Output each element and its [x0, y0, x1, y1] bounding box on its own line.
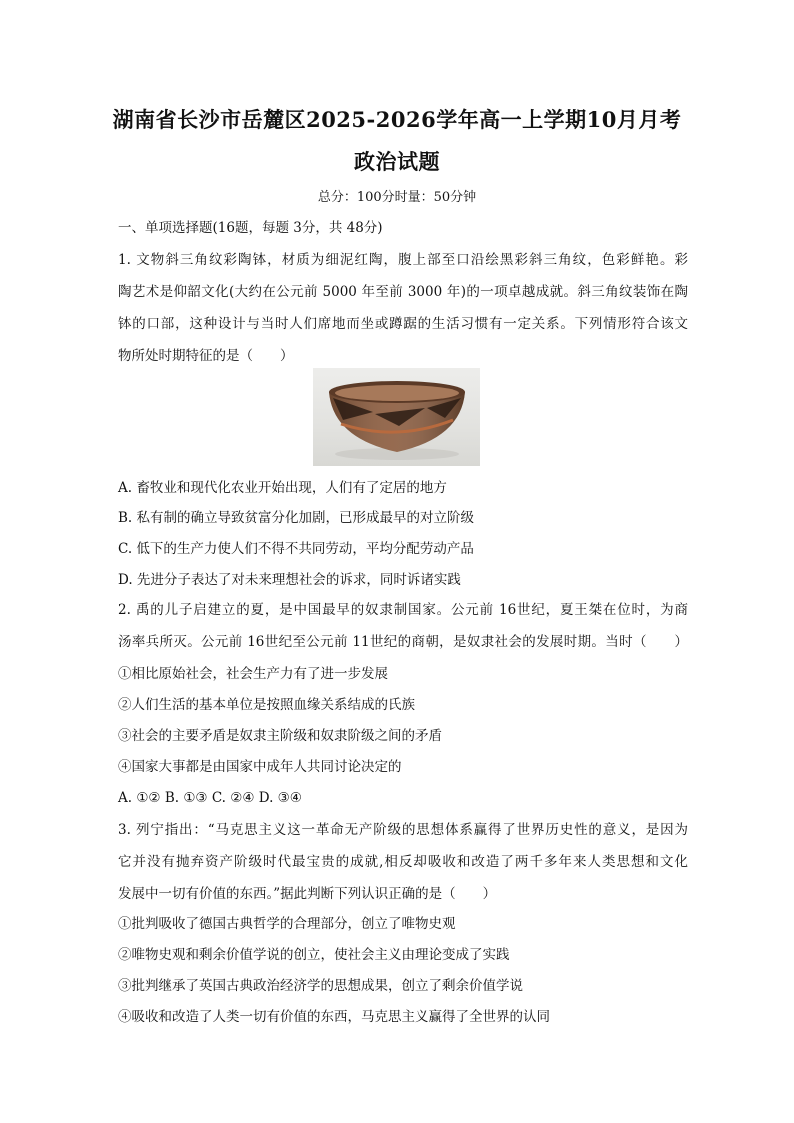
question-3-statement-2: ②唯物史观和剩余价值学说的创立，使社会主义由理论变成了实践: [118, 947, 510, 963]
exam-title: 湖南省长沙市岳麓区2025-2026学年高一上学期10月月考: [112, 107, 682, 132]
question-3-line-3: 发展中一切有价值的东西。”据此判断下列认识正确的是（ ）: [118, 886, 497, 902]
question-1-line-4: 物所处时期特征的是（ ）: [118, 348, 294, 364]
question-3-statement-1: ①批判吸收了德国古典哲学的合理部分，创立了唯物史观: [118, 916, 456, 932]
question-2-statement-2: ②人们生活的基本单位是按照血缘关系结成的氏族: [118, 697, 415, 713]
question-2-statement-1: ①相比原始社会，社会生产力有了进一步发展: [118, 666, 388, 682]
question-3-statement-3: ③批判继承了英国古典政治经济学的思想成果，创立了剩余价值学说: [118, 978, 523, 994]
question-1-option-d: D. 先进分子表达了对未来理想社会的诉求，同时诉诸实践: [118, 572, 461, 588]
exam-meta: 总分：100分时量：50分钟: [317, 190, 477, 205]
question-1-line-2: 陶艺术是仰韶文化(大约在公元前 5000 年至前 3000 年)的一项卓越成就。斜三角纹装饰在陶: [118, 284, 688, 300]
painted-pottery-bowl-image: [313, 368, 480, 466]
question-3-line-1: 3. 列宁指出：“马克思主义这一革命无产阶级的思想体系赢得了世界历史性的意义，是因为: [118, 822, 688, 838]
question-2-line-2: 汤率兵所灭。公元前 16世纪至公元前 11世纪的商朝，是奴隶社会的发展时期。当时（ ）: [118, 634, 688, 650]
question-1-option-a: A. 畜牧业和现代化农业开始出现，人们有了定居的地方: [118, 480, 447, 496]
question-1-option-c: C. 低下的生产力使人们不得不共同劳动，平均分配劳动产品: [118, 541, 474, 557]
question-1-option-b: B. 私有制的确立导致贫富分化加剧，已形成最早的对立阶级: [118, 510, 475, 526]
question-1-line-1: 1. 文物斜三角纹彩陶钵，材质为细泥红陶，腹上部至口沿绘黑彩斜三角纹，色彩鲜艳。彩: [118, 252, 688, 268]
question-1-line-3: 钵的口部，这种设计与当时人们席地而坐或蹲踞的生活习惯有一定关系。下列情形符合该文: [118, 316, 688, 332]
question-3-line-2: 它并没有抛弃资产阶级时代最宝贵的成就,相反却吸收和改造了两千多年来人类思想和文化: [118, 854, 688, 870]
section-heading: 一、单项选择题(16题，每题 3分，共 48分): [118, 220, 383, 236]
question-2-statement-4: ④国家大事都是由国家中成年人共同讨论决定的: [118, 759, 402, 775]
question-2-answers: A. ①② B. ①③ C. ②④ D. ③④: [118, 790, 302, 806]
question-2-statement-3: ③社会的主要矛盾是奴隶主阶级和奴隶阶级之间的矛盾: [118, 728, 442, 744]
question-3-statement-4: ④吸收和改造了人类一切有价值的东西，马克思主义赢得了全世界的认同: [118, 1009, 550, 1025]
exam-subject-title: 政治试题: [354, 149, 440, 174]
question-2-line-1: 2. 禹的儿子启建立的夏，是中国最早的奴隶制国家。公元前 16世纪，夏王桀在位时，为商: [118, 602, 688, 618]
